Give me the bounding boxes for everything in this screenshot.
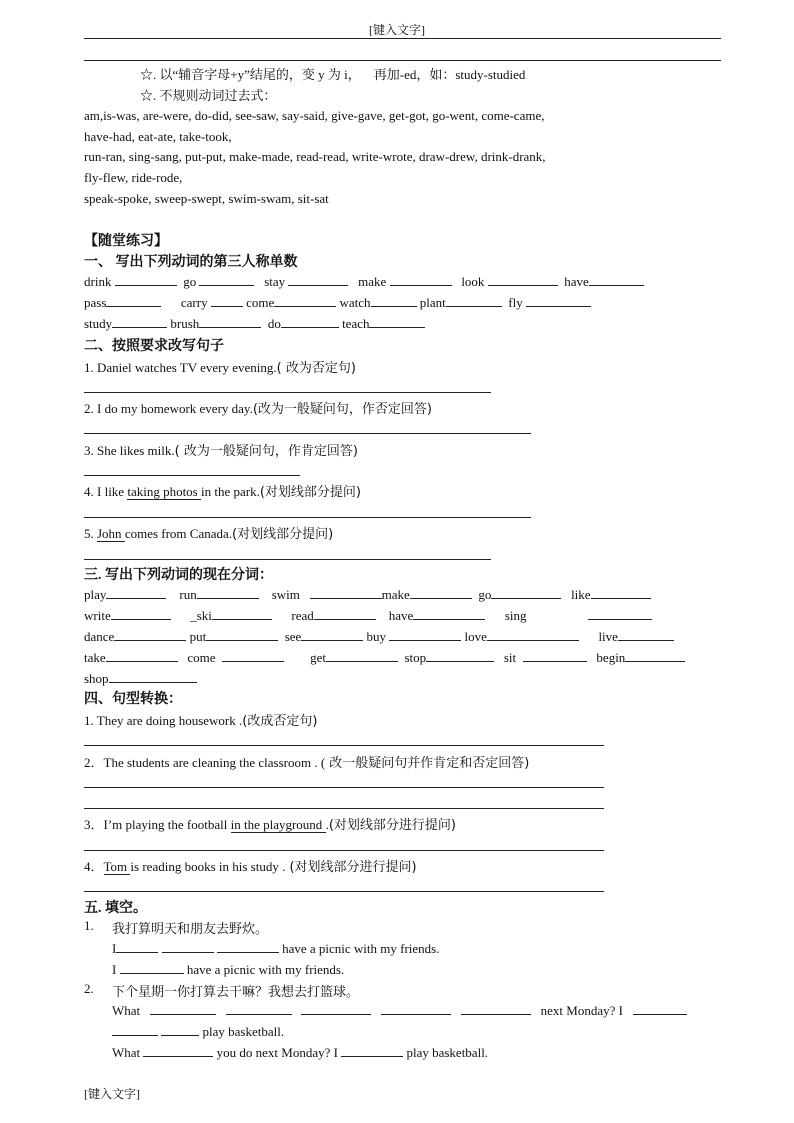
page-header: [键入文字]: [369, 23, 425, 37]
answer-line[interactable]: [84, 850, 604, 851]
section5-q1-line-b: I have a picnic with my friends.: [112, 962, 345, 977]
answer-line[interactable]: [84, 433, 531, 434]
answer-line[interactable]: [84, 517, 531, 518]
section5-q1-line-a: I have a picnic with my friends.: [112, 941, 440, 956]
section3-row4: take come get stop sit begin: [84, 649, 724, 666]
section1-row1: drink go stay make look have: [84, 273, 724, 290]
answer-line[interactable]: [84, 475, 300, 476]
section3-title: 三. 写出下列动词的现在分词：: [84, 568, 273, 583]
section4-q3: 3．I’m playing the football in the playground .(对划线部分进行提问): [84, 817, 456, 833]
section4-title: 四、句型转换：: [84, 692, 182, 707]
irregular-line-4: fly-flew, ride-rode,: [84, 170, 183, 185]
irregular-line-5: speak-spoke, sweep-swept, swim-swam, sit-sat: [84, 191, 329, 206]
irregular-line-3: run-ran, sing-sang, put-put, make-made, read-read, write-wrote, draw-drew, drink-drank,: [84, 149, 546, 164]
answer-line[interactable]: [84, 745, 604, 746]
practice-title: 【随堂练习】: [84, 234, 168, 249]
section2-q1: 1. Daniel watches TV every evening.( 改为否定句): [84, 360, 356, 376]
section3-row3: dance put see buy love live: [84, 628, 724, 645]
section5-title: 五. 填空。: [84, 901, 147, 916]
header-rule: [84, 38, 721, 39]
section4-q4: 4．Tom is reading books in his study . (对划线部分进行提问): [84, 859, 417, 875]
answer-line[interactable]: [84, 559, 491, 560]
rule-consonant-y: ☆. 以“辅音字母+y”结尾的，变 y 为 i， 再加-ed，如：study-studied: [140, 67, 526, 82]
section2-q5: 5. John comes from Canada.(对划线部分提问): [84, 526, 334, 542]
section3-row1: play run swim make go like: [84, 586, 724, 603]
section3-row5: shop: [84, 670, 724, 687]
answer-line[interactable]: [84, 787, 604, 788]
header-rule-2: [84, 60, 721, 61]
answer-line[interactable]: [84, 392, 491, 393]
irregular-line-1: am,is-was, are-were, do-did, see-saw, say-said, give-gave, get-got, go-went, come-came,: [84, 108, 545, 123]
irregular-line-2: have-had, eat-ate, take-took,: [84, 129, 232, 144]
answer-line[interactable]: [84, 891, 604, 892]
section1-row2: pass carry come watch plant fly: [84, 294, 724, 311]
section2-q2: 2. I do my homework every day.(改为一般疑问句，作否定回答): [84, 401, 432, 417]
section5-q2-number: 2.: [84, 981, 94, 996]
page-footer: [键入文字]: [84, 1087, 140, 1101]
section3-row2: write _ski read have sing: [84, 607, 724, 624]
section4-q1: 1. They are doing housework .(改成否定句): [84, 713, 318, 729]
section5-q2-chinese: 下个星期一你打算去干嘛？我想去打篮球。: [112, 985, 360, 1000]
section2-q3: 3. She likes milk.( 改为一般疑问句，作肯定回答): [84, 443, 358, 459]
section4-q2: 2．The students are cleaning the classroom . ( 改一般疑问句并作肯定和否定回答): [84, 755, 530, 771]
section5-q1-chinese: 我打算明天和朋友去野炊。: [112, 922, 269, 937]
section5-q2-line-c: What you do next Monday? I play basketball.: [112, 1045, 489, 1060]
section1-title: 一、 写出下列动词的第三人称单数: [84, 255, 298, 270]
section5-q1-number: 1.: [84, 918, 94, 933]
section2-title: 二、按照要求改写句子: [84, 339, 224, 354]
answer-line[interactable]: [84, 808, 604, 809]
section1-row3: study brush do teach: [84, 315, 724, 332]
section2-q4: 4. I like taking photos in the park.(对划线部分提问): [84, 484, 361, 500]
rule-irregular: ☆. 不规则动词过去式：: [140, 88, 277, 103]
section5-q2-line-a: What next Monday? I: [112, 1002, 752, 1019]
section5-q2-line-b: play basketball.: [112, 1023, 752, 1040]
